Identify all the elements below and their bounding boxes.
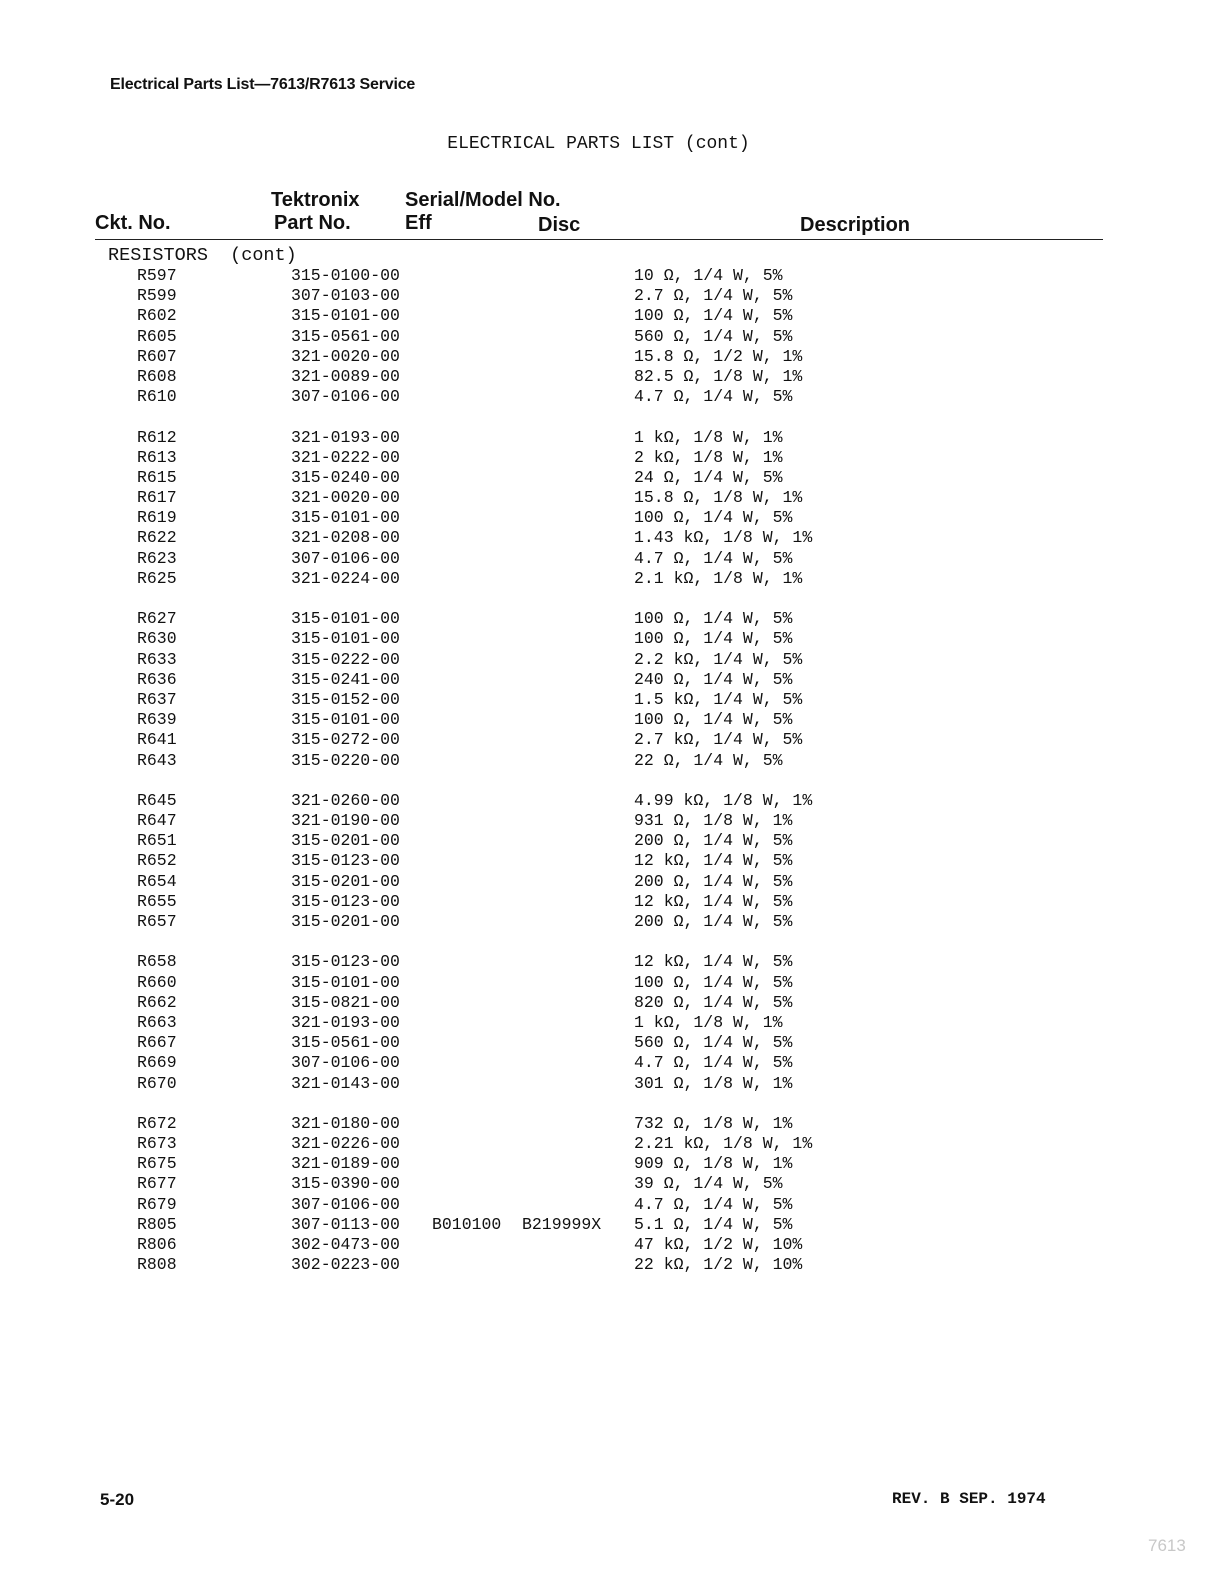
ckt-no-cell: R652 [137, 851, 177, 871]
description-cell: 4.7 Ω, 1/4 W, 5% [634, 1053, 793, 1073]
description-cell: 1.5 kΩ, 1/4 W, 5% [634, 689, 803, 709]
ckt-no-cell: R599 [137, 286, 177, 306]
description-cell: 4.7 Ω, 1/4 W, 5% [634, 387, 793, 407]
table-row [0, 650, 1227, 670]
description-cell: 4.7 Ω, 1/4 W, 5% [634, 548, 793, 568]
table-row [0, 1074, 1227, 1094]
part-no-cell: 315-0390-00 [291, 1174, 400, 1194]
description-cell: 560 Ω, 1/4 W, 5% [634, 1033, 793, 1053]
description-cell: 820 Ω, 1/4 W, 5% [634, 992, 793, 1012]
ckt-no-cell: R622 [137, 528, 177, 548]
part-no-cell: 315-0152-00 [291, 689, 400, 709]
ckt-no-cell: R607 [137, 346, 177, 366]
description-cell: 200 Ω, 1/4 W, 5% [634, 831, 793, 851]
part-no-cell: 321-0260-00 [291, 790, 400, 810]
parts-list [0, 266, 1227, 1275]
ckt-no-cell: R623 [137, 548, 177, 568]
ckt-no-cell: R617 [137, 488, 177, 508]
part-no-cell: 307-0106-00 [291, 1194, 400, 1214]
part-no-cell: 315-0821-00 [291, 992, 400, 1012]
description-cell: 15.8 Ω, 1/2 W, 1% [634, 346, 803, 366]
description-cell: 12 kΩ, 1/4 W, 5% [634, 851, 793, 871]
ckt-no-cell: R602 [137, 306, 177, 326]
table-row [0, 670, 1227, 690]
part-no-cell: 315-0123-00 [291, 891, 400, 911]
description-cell: 12 kΩ, 1/4 W, 5% [634, 952, 793, 972]
page-number: 5-20 [100, 1490, 135, 1509]
part-no-cell: 307-0106-00 [291, 548, 400, 568]
page-title: ELECTRICAL PARTS LIST (cont) [447, 134, 750, 154]
ckt-no-cell: R615 [137, 467, 177, 487]
ckt-no-cell: R619 [137, 508, 177, 528]
ckt-no-cell: R673 [137, 1134, 177, 1154]
table-row [0, 1013, 1227, 1033]
ckt-no-cell: R672 [137, 1113, 177, 1133]
table-row [0, 831, 1227, 851]
ckt-no-cell: R612 [137, 427, 177, 447]
table-row [0, 1195, 1227, 1215]
ckt-no-cell: R667 [137, 1033, 177, 1053]
table-row [0, 1215, 1227, 1235]
part-no-cell: 321-0020-00 [291, 488, 400, 508]
part-no-cell: 315-0201-00 [291, 912, 400, 931]
table-row [0, 508, 1227, 528]
part-no-cell: 321-0089-00 [291, 366, 400, 386]
part-no-cell: 302-0473-00 [291, 1235, 400, 1254]
ckt-no-cell: R643 [137, 750, 177, 770]
ckt-no-cell: R670 [137, 1073, 177, 1093]
disc-cell: B219999X [522, 1214, 602, 1234]
ckt-no-cell: R805 [137, 1214, 177, 1234]
col-eff: Eff [405, 212, 432, 234]
ckt-no-cell: R651 [137, 831, 177, 851]
description-cell: 2.2 kΩ, 1/4 W, 5% [634, 649, 803, 669]
part-no-cell: 321-0224-00 [291, 568, 400, 588]
part-no-cell: 307-0106-00 [291, 387, 400, 407]
table-row [0, 1114, 1227, 1134]
section-heading: RESISTORS (cont) [108, 245, 297, 266]
ckt-no-cell: R669 [137, 1053, 177, 1073]
ckt-no-cell: R627 [137, 609, 177, 629]
part-no-cell: 315-0123-00 [291, 851, 400, 871]
table-row [0, 306, 1227, 326]
description-cell: 2.1 kΩ, 1/8 W, 1% [634, 568, 803, 588]
ckt-no-cell: R806 [137, 1235, 177, 1254]
table-row [0, 710, 1227, 730]
table-row [0, 387, 1227, 407]
ckt-no-cell: R658 [137, 952, 177, 972]
part-no-cell: 321-0190-00 [291, 811, 400, 831]
table-row [0, 549, 1227, 569]
eff-cell: B010100 [432, 1214, 502, 1234]
col-serial-model-label: Serial/Model No. [405, 189, 561, 211]
description-cell: 100 Ω, 1/4 W, 5% [634, 609, 793, 629]
part-no-cell: 315-0101-00 [291, 972, 400, 992]
col-disc: Disc [538, 214, 581, 236]
table-row [0, 266, 1227, 286]
table-row [0, 609, 1227, 629]
description-cell: 12 kΩ, 1/4 W, 5% [634, 891, 793, 911]
part-no-cell: 315-0101-00 [291, 710, 400, 730]
part-no-cell: 321-0226-00 [291, 1134, 400, 1154]
table-row [0, 327, 1227, 347]
ckt-no-cell: R675 [137, 1154, 177, 1174]
table-row [0, 751, 1227, 771]
part-no-cell: 302-0223-00 [291, 1255, 400, 1275]
col-tektronix-label: Tektronix [271, 189, 360, 211]
table-row [0, 730, 1227, 750]
table-row [0, 690, 1227, 710]
description-cell: 15.8 Ω, 1/8 W, 1% [634, 488, 803, 508]
ckt-no-cell: R597 [137, 266, 177, 285]
table-row [0, 1255, 1227, 1275]
part-no-cell: 315-0220-00 [291, 750, 400, 770]
description-cell: 1.43 kΩ, 1/8 W, 1% [634, 528, 813, 548]
description-cell: 22 kΩ, 1/2 W, 10% [634, 1255, 803, 1275]
part-no-cell: 307-0113-00 [291, 1214, 400, 1234]
table-row [0, 629, 1227, 649]
ckt-no-cell: R660 [137, 972, 177, 992]
description-cell: 200 Ω, 1/4 W, 5% [634, 871, 793, 891]
running-title: Electrical Parts List—7613/R7613 Service [110, 76, 416, 93]
ckt-no-cell: R613 [137, 447, 177, 467]
table-row [0, 912, 1227, 932]
description-cell: 909 Ω, 1/8 W, 1% [634, 1154, 793, 1174]
part-no-cell: 315-0561-00 [291, 1033, 400, 1053]
description-cell: 22 Ω, 1/4 W, 5% [634, 750, 783, 770]
part-no-cell: 315-0201-00 [291, 871, 400, 891]
table-row [0, 468, 1227, 488]
watermark: 7613 [1148, 1536, 1186, 1555]
description-cell: 100 Ω, 1/4 W, 5% [634, 710, 793, 730]
part-no-cell: 315-0123-00 [291, 952, 400, 972]
part-no-cell: 315-0201-00 [291, 831, 400, 851]
table-row [0, 428, 1227, 448]
ckt-no-cell: R636 [137, 669, 177, 689]
ckt-no-cell: R633 [137, 649, 177, 669]
part-no-cell: 315-0101-00 [291, 629, 400, 649]
table-row [0, 1053, 1227, 1073]
part-no-cell: 321-0189-00 [291, 1154, 400, 1174]
ckt-no-cell: R808 [137, 1255, 177, 1275]
table-row [0, 367, 1227, 387]
description-cell: 100 Ω, 1/4 W, 5% [634, 306, 793, 326]
ckt-no-cell: R662 [137, 992, 177, 1012]
ckt-no-cell: R641 [137, 730, 177, 750]
description-cell: 2.21 kΩ, 1/8 W, 1% [634, 1134, 813, 1154]
description-cell: 4.7 Ω, 1/4 W, 5% [634, 1194, 793, 1214]
ckt-no-cell: R655 [137, 891, 177, 911]
ckt-no-cell: R654 [137, 871, 177, 891]
part-no-cell: 315-0100-00 [291, 266, 400, 285]
table-row [0, 569, 1227, 589]
description-cell: 39 Ω, 1/4 W, 5% [634, 1174, 783, 1194]
col-ckt-no: Ckt. No. [95, 212, 171, 234]
ckt-no-cell: R645 [137, 790, 177, 810]
description-cell: 47 kΩ, 1/2 W, 10% [634, 1235, 803, 1254]
ckt-no-cell: R663 [137, 1012, 177, 1032]
description-cell: 2.7 kΩ, 1/4 W, 5% [634, 730, 803, 750]
table-row [0, 952, 1227, 972]
ckt-no-cell: R625 [137, 568, 177, 588]
description-cell: 82.5 Ω, 1/8 W, 1% [634, 366, 803, 386]
ckt-no-cell: R677 [137, 1174, 177, 1194]
description-cell: 732 Ω, 1/8 W, 1% [634, 1113, 793, 1133]
part-no-cell: 321-0208-00 [291, 528, 400, 548]
description-cell: 200 Ω, 1/4 W, 5% [634, 912, 793, 931]
col-part-no: Part No. [274, 212, 351, 234]
part-no-cell: 315-0222-00 [291, 649, 400, 669]
part-no-cell: 321-0193-00 [291, 427, 400, 447]
part-no-cell: 307-0106-00 [291, 1053, 400, 1073]
table-row [0, 872, 1227, 892]
part-no-cell: 307-0103-00 [291, 286, 400, 306]
ckt-no-cell: R657 [137, 912, 177, 931]
part-no-cell: 321-0020-00 [291, 346, 400, 366]
table-row [0, 791, 1227, 811]
table-row [0, 286, 1227, 306]
description-cell: 1 kΩ, 1/8 W, 1% [634, 1012, 783, 1032]
description-cell: 10 Ω, 1/4 W, 5% [634, 266, 783, 285]
part-no-cell: 315-0101-00 [291, 508, 400, 528]
table-row [0, 892, 1227, 912]
part-no-cell: 321-0180-00 [291, 1113, 400, 1133]
part-no-cell: 321-0193-00 [291, 1012, 400, 1032]
table-row [0, 488, 1227, 508]
table-row [0, 811, 1227, 831]
description-cell: 100 Ω, 1/4 W, 5% [634, 629, 793, 649]
ckt-no-cell: R610 [137, 387, 177, 407]
col-description: Description [800, 214, 911, 236]
description-cell: 100 Ω, 1/4 W, 5% [634, 508, 793, 528]
description-cell: 5.1 Ω, 1/4 W, 5% [634, 1214, 793, 1234]
ckt-no-cell: R630 [137, 629, 177, 649]
revision-date: REV. B SEP. 1974 [892, 1490, 1046, 1508]
part-no-cell: 321-0222-00 [291, 447, 400, 467]
part-no-cell: 321-0143-00 [291, 1073, 400, 1093]
ckt-no-cell: R639 [137, 710, 177, 730]
table-row [0, 1154, 1227, 1174]
ckt-no-cell: R637 [137, 689, 177, 709]
ckt-no-cell: R647 [137, 811, 177, 831]
table-row [0, 1134, 1227, 1154]
part-no-cell: 315-0272-00 [291, 730, 400, 750]
description-cell: 2.7 Ω, 1/4 W, 5% [634, 286, 793, 306]
part-no-cell: 315-0241-00 [291, 669, 400, 689]
table-row [0, 448, 1227, 468]
description-cell: 24 Ω, 1/4 W, 5% [634, 467, 783, 487]
table-row [0, 1174, 1227, 1194]
table-row [0, 973, 1227, 993]
description-cell: 2 kΩ, 1/8 W, 1% [634, 447, 783, 467]
ckt-no-cell: R679 [137, 1194, 177, 1214]
part-no-cell: 315-0561-00 [291, 326, 400, 346]
ckt-no-cell: R608 [137, 366, 177, 386]
header-rule [95, 239, 1103, 240]
description-cell: 4.99 kΩ, 1/8 W, 1% [634, 790, 813, 810]
description-cell: 1 kΩ, 1/8 W, 1% [634, 427, 783, 447]
part-no-cell: 315-0101-00 [291, 609, 400, 629]
description-cell: 240 Ω, 1/4 W, 5% [634, 669, 793, 689]
ckt-no-cell: R605 [137, 326, 177, 346]
part-no-cell: 315-0240-00 [291, 467, 400, 487]
table-row [0, 528, 1227, 548]
table-row [0, 993, 1227, 1013]
description-cell: 560 Ω, 1/4 W, 5% [634, 326, 793, 346]
description-cell: 100 Ω, 1/4 W, 5% [634, 972, 793, 992]
part-no-cell: 315-0101-00 [291, 306, 400, 326]
table-row [0, 1235, 1227, 1255]
description-cell: 301 Ω, 1/8 W, 1% [634, 1073, 793, 1093]
table-row [0, 1033, 1227, 1053]
table-row [0, 851, 1227, 871]
description-cell: 931 Ω, 1/8 W, 1% [634, 811, 793, 831]
table-row [0, 347, 1227, 367]
